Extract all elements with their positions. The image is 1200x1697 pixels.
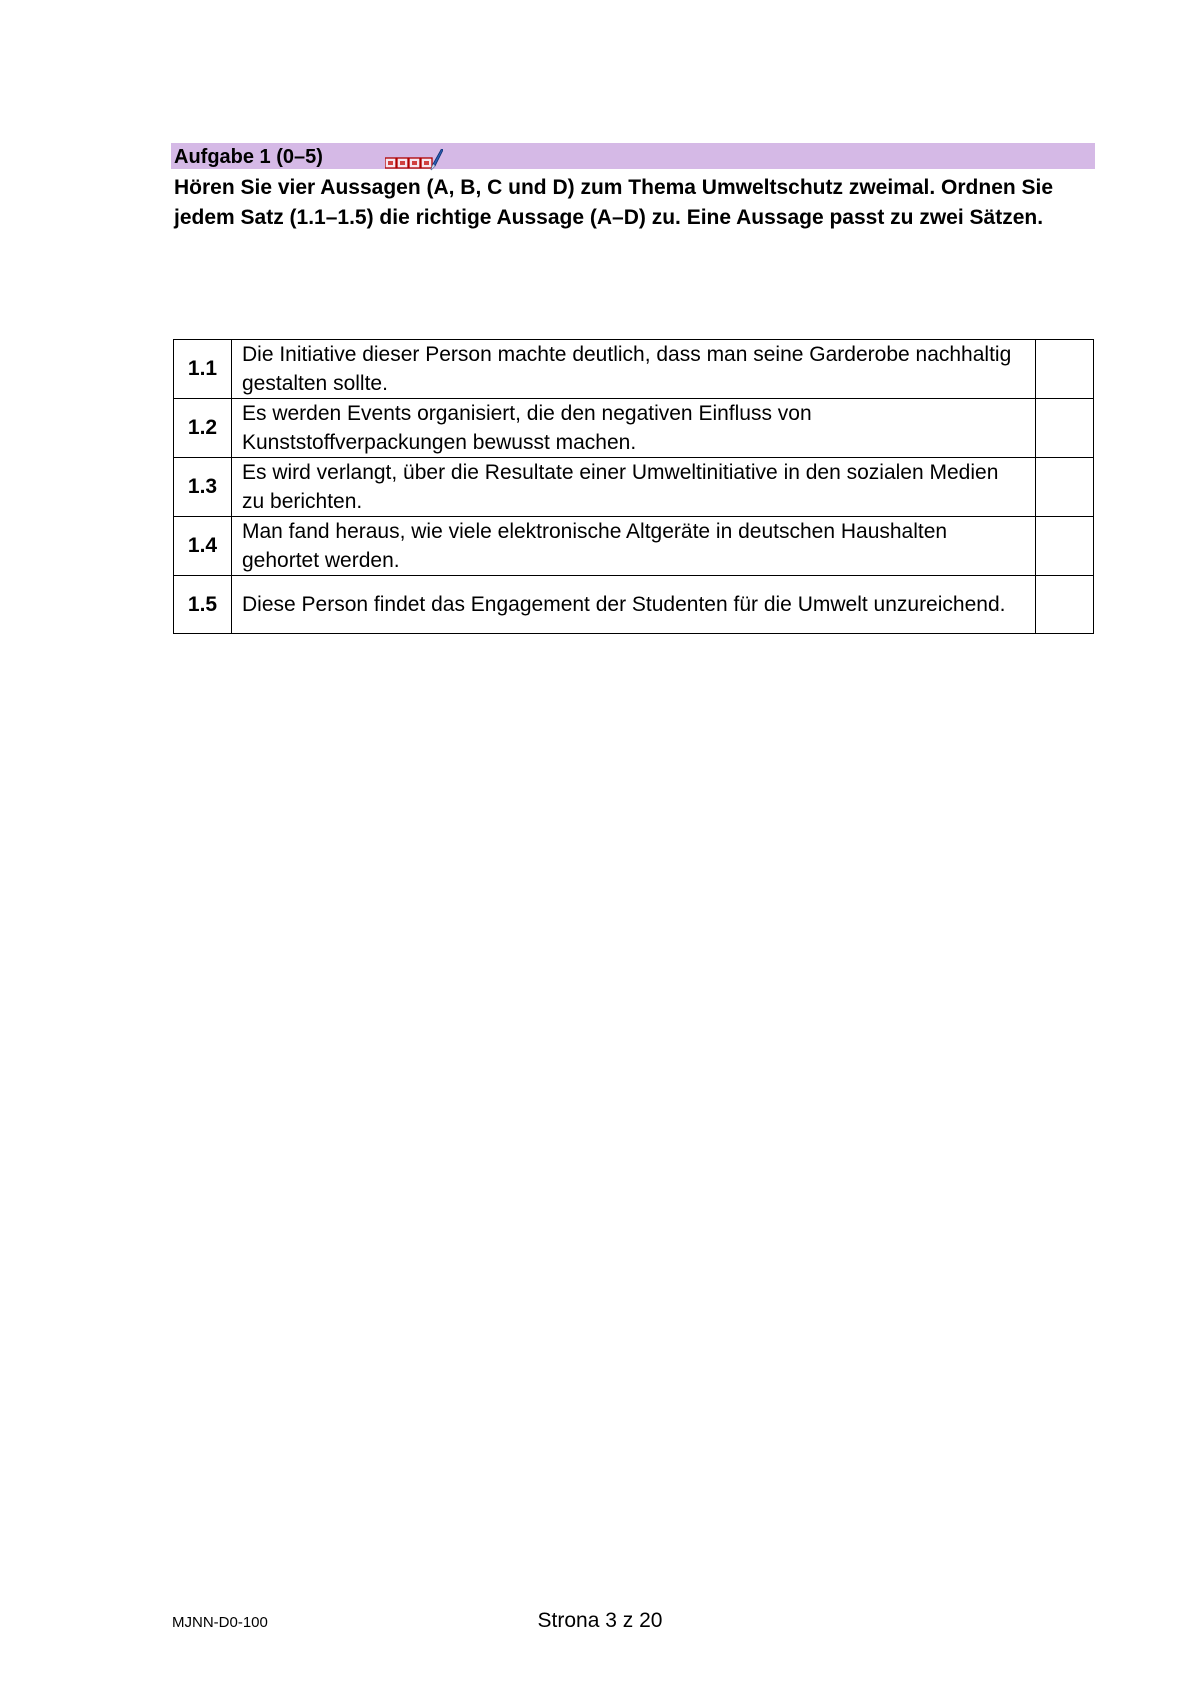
items-table (173, 339, 1094, 634)
table-row (174, 517, 1094, 576)
answer-box[interactable] (1036, 517, 1094, 576)
item-text: Man fand heraus, wie viele elektronische Altgeräte in deutschen Haushalten gehortet werden. (232, 517, 1036, 576)
answer-box[interactable] (1036, 576, 1094, 634)
item-number: 1.5 (174, 576, 232, 634)
item-number: 1.2 (174, 399, 232, 458)
exam-code: MJNN-D0-100 (172, 1614, 268, 1631)
item-text: Die Initiative dieser Person machte deutlich, dass man seine Garderobe nachhaltig gestalten sollte. (232, 340, 1036, 399)
task-instruction: Hören Sie vier Aussagen (A, B, C und D) zum Thema Umweltschutz zweimal. Ordnen Sie jedem Satz (1.1–1.5) die richtige Aussage (A–D) zu. Eine Aussage passt zu zwei Sätzen. (174, 176, 1054, 229)
item-text: Es werden Events organisiert, die den negativen Einfluss von Kunststoffverpackungen bewusst machen. (232, 399, 1036, 458)
task-header (171, 143, 1095, 169)
audio-pen-icon (385, 149, 443, 171)
answer-box[interactable] (1036, 458, 1094, 517)
page-number: Strona 3 z 20 (537, 1609, 663, 1632)
item-text: Es wird verlangt, über die Resultate einer Umweltinitiative in den sozialen Medien zu berichten. (232, 458, 1036, 517)
table-row (174, 340, 1094, 399)
table-row (174, 399, 1094, 458)
item-number: 1.3 (174, 458, 232, 517)
answer-box[interactable] (1036, 399, 1094, 458)
item-number: 1.1 (174, 340, 232, 399)
answer-box[interactable] (1036, 340, 1094, 399)
item-number: 1.4 (174, 517, 232, 576)
table-row (174, 458, 1094, 517)
table-row (174, 576, 1094, 634)
task-title: Aufgabe 1 (0–5) (174, 146, 323, 168)
item-text: Diese Person findet das Engagement der Studenten für die Umwelt unzureichend. (232, 576, 1036, 634)
